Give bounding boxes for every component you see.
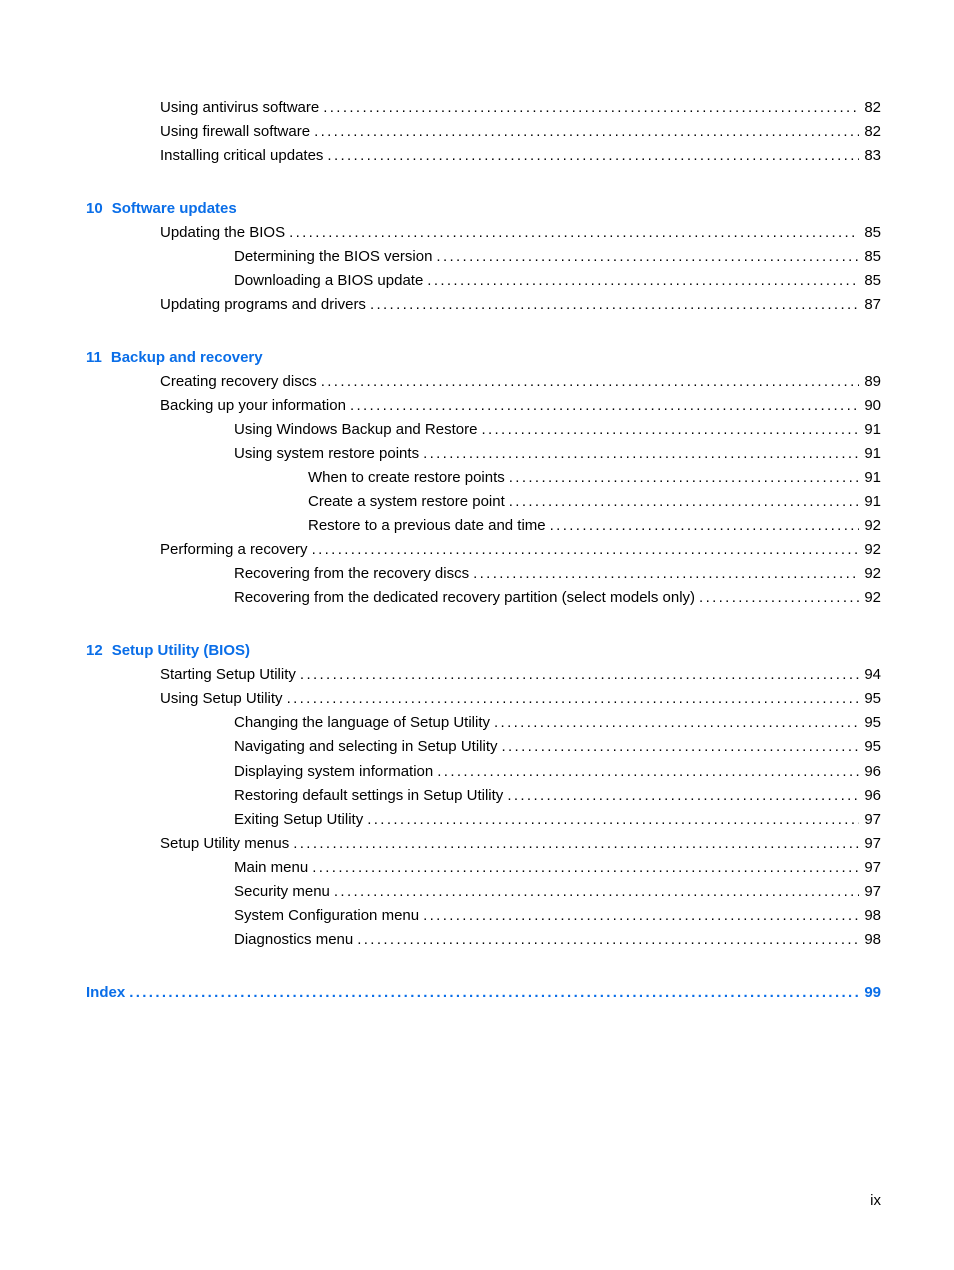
toc-entry[interactable] [160, 292, 881, 314]
toc-entry-title: Recovering from the dedicated recovery partition (select models only) [234, 589, 696, 606]
toc-entry[interactable] [160, 662, 881, 684]
toc-leader [350, 397, 859, 415]
toc-entry-page: 97 [864, 859, 881, 876]
toc-leader [509, 493, 859, 511]
toc-leader [550, 517, 859, 535]
toc-entry-title: Downloading a BIOS update [234, 272, 424, 289]
toc-leader [357, 931, 859, 949]
toc-entry-page: 94 [864, 666, 881, 683]
toc-leader [699, 589, 859, 607]
toc-entry-title: Using firewall software [160, 123, 311, 140]
toc-entry[interactable] [234, 734, 881, 756]
toc-entry[interactable] [160, 119, 881, 141]
toc-entry[interactable] [234, 879, 881, 901]
toc-entry[interactable] [160, 369, 881, 391]
toc-entry-title: Performing a recovery [160, 541, 308, 558]
toc-entry-title: Using system restore points [234, 445, 420, 462]
toc-leader [287, 690, 859, 708]
toc-leader [507, 787, 859, 805]
toc-entry[interactable] [234, 927, 881, 949]
toc-entry-page: 91 [864, 445, 881, 462]
toc-entry[interactable] [234, 561, 881, 583]
toc-entry[interactable] [160, 686, 881, 708]
toc-entry[interactable] [160, 95, 881, 117]
chapter-heading-12[interactable] [86, 638, 250, 660]
toc-entry[interactable] [234, 710, 881, 732]
toc-entry-page: 99 [864, 984, 881, 1001]
toc-entry-title: Starting Setup Utility [160, 666, 296, 683]
toc-entry-page: 92 [864, 589, 881, 606]
toc-entry[interactable] [160, 143, 881, 165]
page-number: ix [870, 1192, 881, 1209]
toc-entry-page: 85 [864, 248, 881, 265]
toc-entry-title: Setup Utility menus [160, 835, 290, 852]
toc-entry[interactable] [234, 855, 881, 877]
toc-entry-page: 90 [864, 397, 881, 414]
toc-leader [327, 147, 859, 165]
toc-entry-title: Updating the BIOS [160, 224, 286, 241]
toc-entry-title: Main menu [234, 859, 309, 876]
toc-entry-page: 91 [864, 493, 881, 510]
toc-entry-title: Creating recovery discs [160, 373, 317, 390]
toc-entry[interactable] [234, 759, 881, 781]
toc-entry-page: 98 [864, 907, 881, 924]
toc-entry-page: 89 [864, 373, 881, 390]
toc-leader [312, 541, 859, 559]
toc-leader [494, 714, 859, 732]
toc-entry-title: Determining the BIOS version [234, 248, 433, 265]
toc-entry-title: Index [86, 984, 126, 1001]
toc-entry-page: 97 [864, 835, 881, 852]
chapter-title: Backup and recovery [110, 349, 263, 366]
toc-entry-title: Displaying system information [234, 763, 434, 780]
toc-entry[interactable] [234, 585, 881, 607]
toc-leader [437, 763, 859, 781]
toc-entry-page: 95 [864, 714, 881, 731]
toc-entry-title: Exiting Setup Utility [234, 811, 364, 828]
toc-entry[interactable] [234, 783, 881, 805]
toc-leader [427, 272, 859, 290]
toc-leader [323, 99, 859, 117]
toc-leader [423, 907, 859, 925]
toc-entry[interactable] [234, 903, 881, 925]
toc-entry-page: 92 [864, 565, 881, 582]
toc-entry-title: Using Setup Utility [160, 690, 283, 707]
toc-entry[interactable] [160, 220, 881, 242]
toc-entry-title: Recovering from the recovery discs [234, 565, 470, 582]
toc-entry-page: 92 [864, 541, 881, 558]
toc-entry-title: Backing up your information [160, 397, 346, 414]
toc-entry-page: 97 [864, 811, 881, 828]
toc-entry-title: Restoring default settings in Setup Utility [234, 787, 504, 804]
toc-index-entry[interactable] [86, 980, 881, 1002]
chapter-title: Software updates [111, 200, 237, 217]
toc-entry[interactable] [234, 268, 881, 290]
chapter-heading-10[interactable] [86, 196, 237, 218]
toc-leader [509, 469, 859, 487]
toc-entry-title: Installing critical updates [160, 147, 324, 164]
toc-leader [501, 738, 859, 756]
toc-entry[interactable] [160, 831, 881, 853]
chapter-number: 10 [86, 200, 103, 217]
toc-entry-title: Navigating and selecting in Setup Utility [234, 738, 498, 755]
toc-entry-title: Security menu [234, 883, 330, 900]
toc-entry-title: Changing the language of Setup Utility [234, 714, 491, 731]
toc-leader [367, 811, 859, 829]
toc-leader [436, 248, 859, 266]
toc-entry[interactable] [160, 537, 881, 559]
toc-leader [314, 123, 859, 141]
toc-entry-page: 96 [864, 763, 881, 780]
chapter-number: 12 [86, 642, 103, 659]
toc-entry-page: 95 [864, 690, 881, 707]
toc-leader [321, 373, 859, 391]
toc-entry-title: When to create restore points [308, 469, 505, 486]
toc-entry[interactable] [234, 417, 881, 439]
toc-entry-page: 92 [864, 517, 881, 534]
toc-entry-page: 87 [864, 296, 881, 313]
toc-entry-page: 85 [864, 272, 881, 289]
toc-entry[interactable] [308, 465, 881, 487]
toc-entry-title: Diagnostics menu [234, 931, 354, 948]
toc-leader [370, 296, 859, 314]
toc-entry-page: 95 [864, 738, 881, 755]
chapter-title: Setup Utility (BIOS) [111, 642, 251, 659]
toc-entry-page: 91 [864, 421, 881, 438]
chapter-number: 11 [86, 349, 102, 366]
toc-entry[interactable] [308, 513, 881, 535]
toc-leader [129, 984, 859, 1002]
toc-entry-page: 85 [864, 224, 881, 241]
toc-entry[interactable] [234, 441, 881, 463]
toc-entry-page: 91 [864, 469, 881, 486]
toc-leader [300, 666, 859, 684]
chapter-heading-11[interactable] [86, 345, 263, 367]
toc-entry-page: 98 [864, 931, 881, 948]
toc-entry-page: 96 [864, 787, 881, 804]
toc-entry-page: 82 [864, 99, 881, 116]
toc-leader [289, 224, 859, 242]
toc-entry-title: Using antivirus software [160, 99, 320, 116]
toc-entry-page: 82 [864, 123, 881, 140]
toc-entry-page: 97 [864, 883, 881, 900]
toc-entry[interactable] [160, 393, 881, 415]
toc-leader [334, 883, 859, 901]
toc-leader [473, 565, 859, 583]
toc-entry-page: 83 [864, 147, 881, 164]
toc-leader [481, 421, 859, 439]
toc-entry-title: System Configuration menu [234, 907, 420, 924]
toc-entry-title: Updating programs and drivers [160, 296, 366, 313]
toc-leader [312, 859, 859, 877]
toc-entry[interactable] [234, 807, 881, 829]
toc-entry[interactable] [234, 244, 881, 266]
toc-entry-title: Restore to a previous date and time [308, 517, 546, 534]
toc-entry[interactable] [308, 489, 881, 511]
toc-leader [423, 445, 859, 463]
toc-entry-title: Using Windows Backup and Restore [234, 421, 478, 438]
toc-entry-title: Create a system restore point [308, 493, 505, 510]
toc-leader [293, 835, 859, 853]
